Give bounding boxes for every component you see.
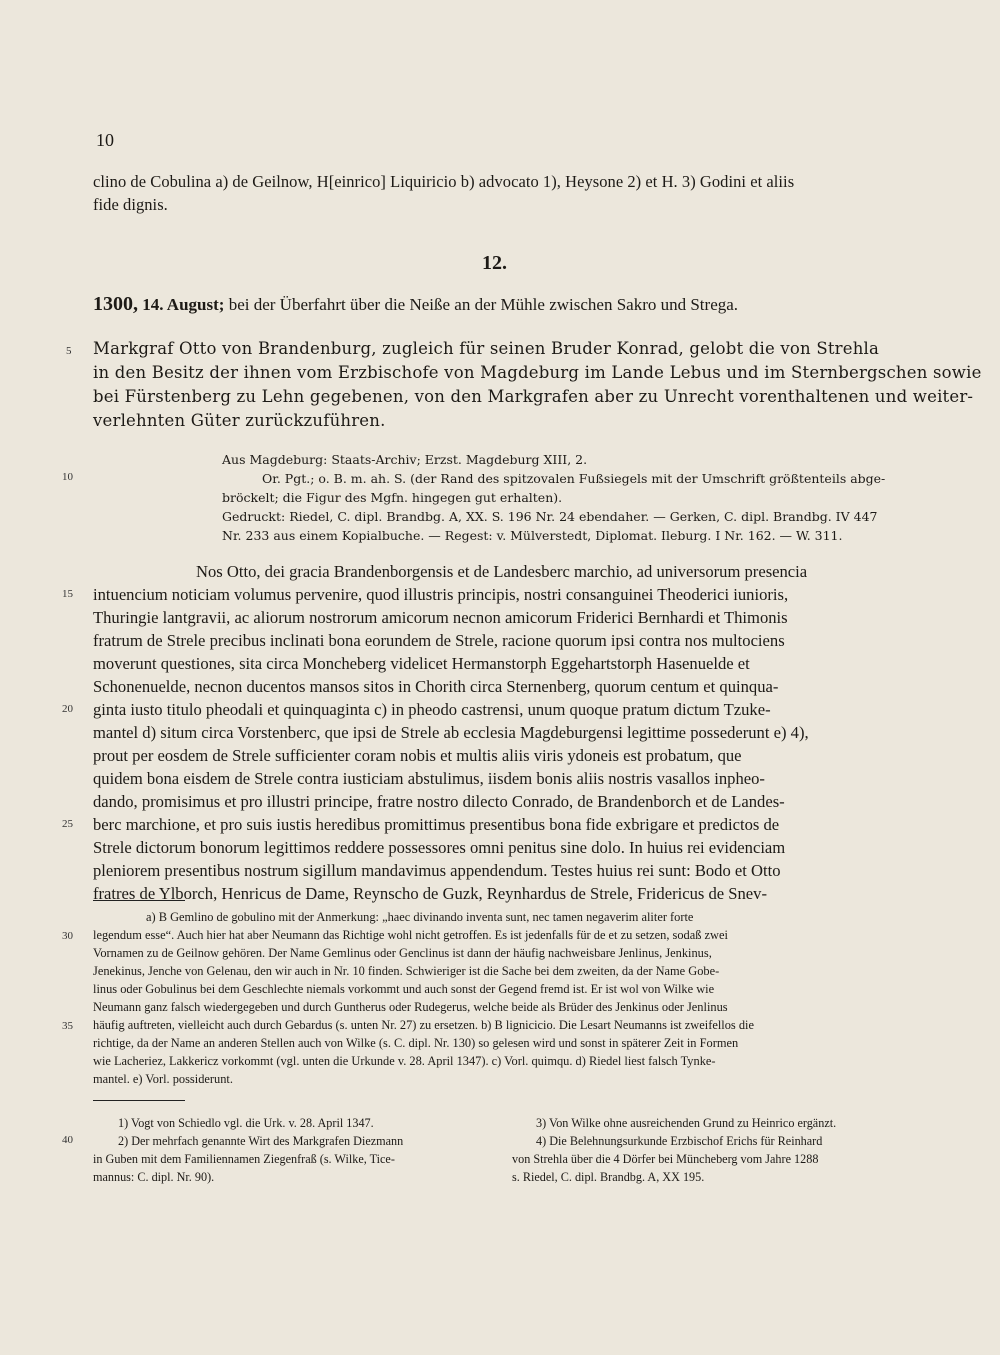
- note-left: in Guben mit dem Familiennamen Ziegenfraß (s. Wilke, Tice-: [93, 1152, 395, 1166]
- source-line-5: Nr. 233 aus einem Kopialbuche. — Regest: v. Mülverstedt, Diplomat. Ileburg. I Nr. 162. — W. 311.: [222, 528, 843, 543]
- date-year: 1300,: [93, 293, 138, 315]
- document-number: 12.: [482, 252, 507, 274]
- footnote-line: mantel. e) Vorl. possiderunt.: [93, 1072, 233, 1086]
- notes-separator: [93, 1100, 185, 1101]
- line-number: 5: [66, 345, 72, 357]
- line-number: 30: [62, 930, 73, 942]
- text-line: moverunt questiones, sita circa Moncheberg videlicet Hermanstorph Eggehartstorph Hasenuelde et: [93, 654, 750, 673]
- regest-line-2: in den Besitz der ihnen vom Erzbischofe von Magdeburg im Lande Lebus und im Sternbergschen sowie: [93, 363, 982, 382]
- text-line: dando, promisimus et pro illustri principe, fratre nostro dilecto Conrado, de Brandenborch et de Landes-: [93, 792, 785, 811]
- intro-line-2: fide dignis.: [93, 195, 168, 214]
- date-place: bei der Überfahrt über die Neiße an der Mühle zwischen Sakro und Strega.: [228, 295, 739, 314]
- line-number: 40: [62, 1134, 73, 1146]
- intro-line-1: clino de Cobulina a) de Geilnow, H[einrico] Liquiricio b) advocato 1), Heysone 2) et H. 3) Godini et aliis: [93, 172, 795, 191]
- footnote-line: Jenekinus, Jenche von Gelenau, den wir auch in Nr. 10 finden. Schwieriger ist die Sache bei dem zweiten, da der Name Gobe-: [93, 964, 720, 978]
- regest-line-3: bei Fürstenberg zu Lehn gegebenen, von den Markgrafen aber zu Unrecht vorenthaltenen und weiter-: [93, 387, 974, 406]
- source-line-4: Gedruckt: Riedel, C. dipl. Brandbg. A, XX. S. 196 Nr. 24 ebendaher. — Gerken, C. dipl. Brandbg. IV 447: [222, 509, 878, 524]
- text-line: fratrum de Strele precibus inclinati bona eorundem de Strele, racione quorum ipsi contra nos multociens: [93, 631, 785, 650]
- footnote-line: a) B Gemlino de gobulino mit der Anmerkung: „haec divinando inventa sunt, nec tamen negaverim aliter forte: [146, 910, 694, 924]
- regest-line-4: verlehnten Güter zurückzuführen.: [93, 411, 386, 430]
- text-line: ginta iusto titulo pheodali et quinquaginta c) in pheodo castrensi, unum quoque pratum dictum Tzuke-: [93, 700, 771, 719]
- text-line: quidem bona eisdem de Strele contra iusticiam abstulimus, iisdem bonis aliis nostris vasallos inpheo-: [93, 769, 765, 788]
- footnote-line: linus oder Gobulinus bei dem Geschlechte niemals vorkommt und auch sonst der Gegend fremd ist. Er ist wol von Wilke wie: [93, 982, 715, 996]
- note-right: 4) Die Belehnungsurkunde Erzbischof Erichs für Reinhard: [536, 1134, 823, 1148]
- text-line: Schonenuelde, necnon ducentos mansos sitos in Chorith circa Sternenberg, quorum centum et quinqua-: [93, 677, 779, 696]
- line-number: 25: [62, 818, 73, 830]
- note-right: von Strehla über die 4 Dörfer bei Müncheberg vom Jahre 1288: [512, 1152, 819, 1166]
- page-number: 10: [96, 130, 114, 150]
- footnote-line: wie Lacheriez, Lakkericz vorkommt (vgl. unten die Urkunde v. 28. April 1347). c) Vorl. quimqu. d) Riedel liest falsch Tynke-: [93, 1054, 716, 1068]
- regest-line-1: Markgraf Otto von Brandenburg, zugleich für seinen Bruder Konrad, gelobt die von Strehla: [93, 339, 880, 358]
- note-left: 1) Vogt von Schiedlo vgl. die Urk. v. 28. April 1347.: [118, 1116, 374, 1130]
- source-line-2: Or. Pgt.; o. B. m. ah. S. (der Rand des spitzovalen Fußsiegels mit der Umschrift größtenteils abge-: [262, 471, 886, 486]
- text-line: prout per eosdem de Strele sufficienter coram nobis et multis aliis viris ydoneis est probatum, que: [93, 746, 742, 765]
- text-line: pleniorem presentibus nostrum sigillum mandavimus appendendum. Testes huius rei sunt: Bodo et Otto: [93, 861, 781, 880]
- note-right: s. Riedel, C. dipl. Brandbg. A, XX 195.: [512, 1170, 705, 1184]
- note-right: 3) Von Wilke ohne ausreichenden Grund zu Heinrico ergänzt.: [536, 1116, 837, 1130]
- text-line: mantel d) situm circa Vorstenberc, que ipsi de Strele ab ecclesia Magdeburgensi legittime possederunt e) 4),: [93, 723, 809, 742]
- footnote-line: häufig auftreten, vielleicht auch durch Gebardus (s. unten Nr. 27) zu ersetzen. b) B lignicicio. Die Lesart Neumanns ist zweifellos die: [93, 1018, 754, 1032]
- line-number: 15: [62, 588, 73, 600]
- footnote-line: legendum esse“. Auch hier hat aber Neumann das Richtige wohl nicht getroffen. Es ist jedenfalls für de et zu setzen, sodaß zwei: [93, 928, 728, 942]
- text-line: fratres de Ylborch, Henricus de Dame, Reynscho de Guzk, Reynhardus de Strele, Fridericus de Snev-: [93, 884, 767, 903]
- text-line: intuencium noticiam volumus pervenire, quod illustris principis, nostri consanguinei Theoderici iunioris,: [93, 585, 789, 604]
- note-left: mannus: C. dipl. Nr. 90).: [93, 1170, 215, 1184]
- source-line-3: bröckelt; die Figur des Mgfn. hingegen gut erhalten).: [222, 490, 563, 505]
- text-line: berc marchione, et pro suis iustis heredibus promittimus presentibus bona fide exbrigare et predictos de: [93, 815, 780, 834]
- line-number: 10: [62, 471, 73, 483]
- footnote-separator: [93, 900, 185, 901]
- line-number: 35: [62, 1020, 73, 1032]
- text-line: Thuringie lantgravii, ac aliorum nostrorum amicorum necnon amicorum Friderici Bernhardi et Thimonis: [93, 608, 788, 627]
- footnote-line: richtige, da der Name an anderen Stellen auch von Wilke (s. C. dipl. Nr. 130) so gelesen wird und sonst in späterer Zeit in Formen: [93, 1036, 739, 1050]
- date-line: [93, 293, 738, 316]
- footnote-line: Neumann ganz falsch wiedergegeben und durch Guntherus oder Rudegerus, welche beide als Brüder des Jenkinus oder Jenlinus: [93, 1000, 728, 1014]
- note-left: 2) Der mehrfach genannte Wirt des Markgrafen Diezmann: [118, 1134, 404, 1148]
- line-number: 20: [62, 703, 73, 715]
- date-day-month: 14. August;: [142, 295, 225, 314]
- text-line: Nos Otto, dei gracia Brandenborgensis et de Landesberc marchio, ad universorum presencia: [196, 562, 808, 581]
- source-line-1: Aus Magdeburg: Staats-Archiv; Erzst. Magdeburg XIII, 2.: [222, 452, 588, 467]
- text-line: Strele dictorum bonorum legittimos reddere possessores omni penitus sine dolo. In huius rei evidenciam: [93, 838, 786, 857]
- footnote-line: Vornamen zu de Geilnow gehören. Der Name Gemlinus oder Genclinus ist dann der häufig nachweisbare Jenlinus, Jenkinus,: [93, 946, 712, 960]
